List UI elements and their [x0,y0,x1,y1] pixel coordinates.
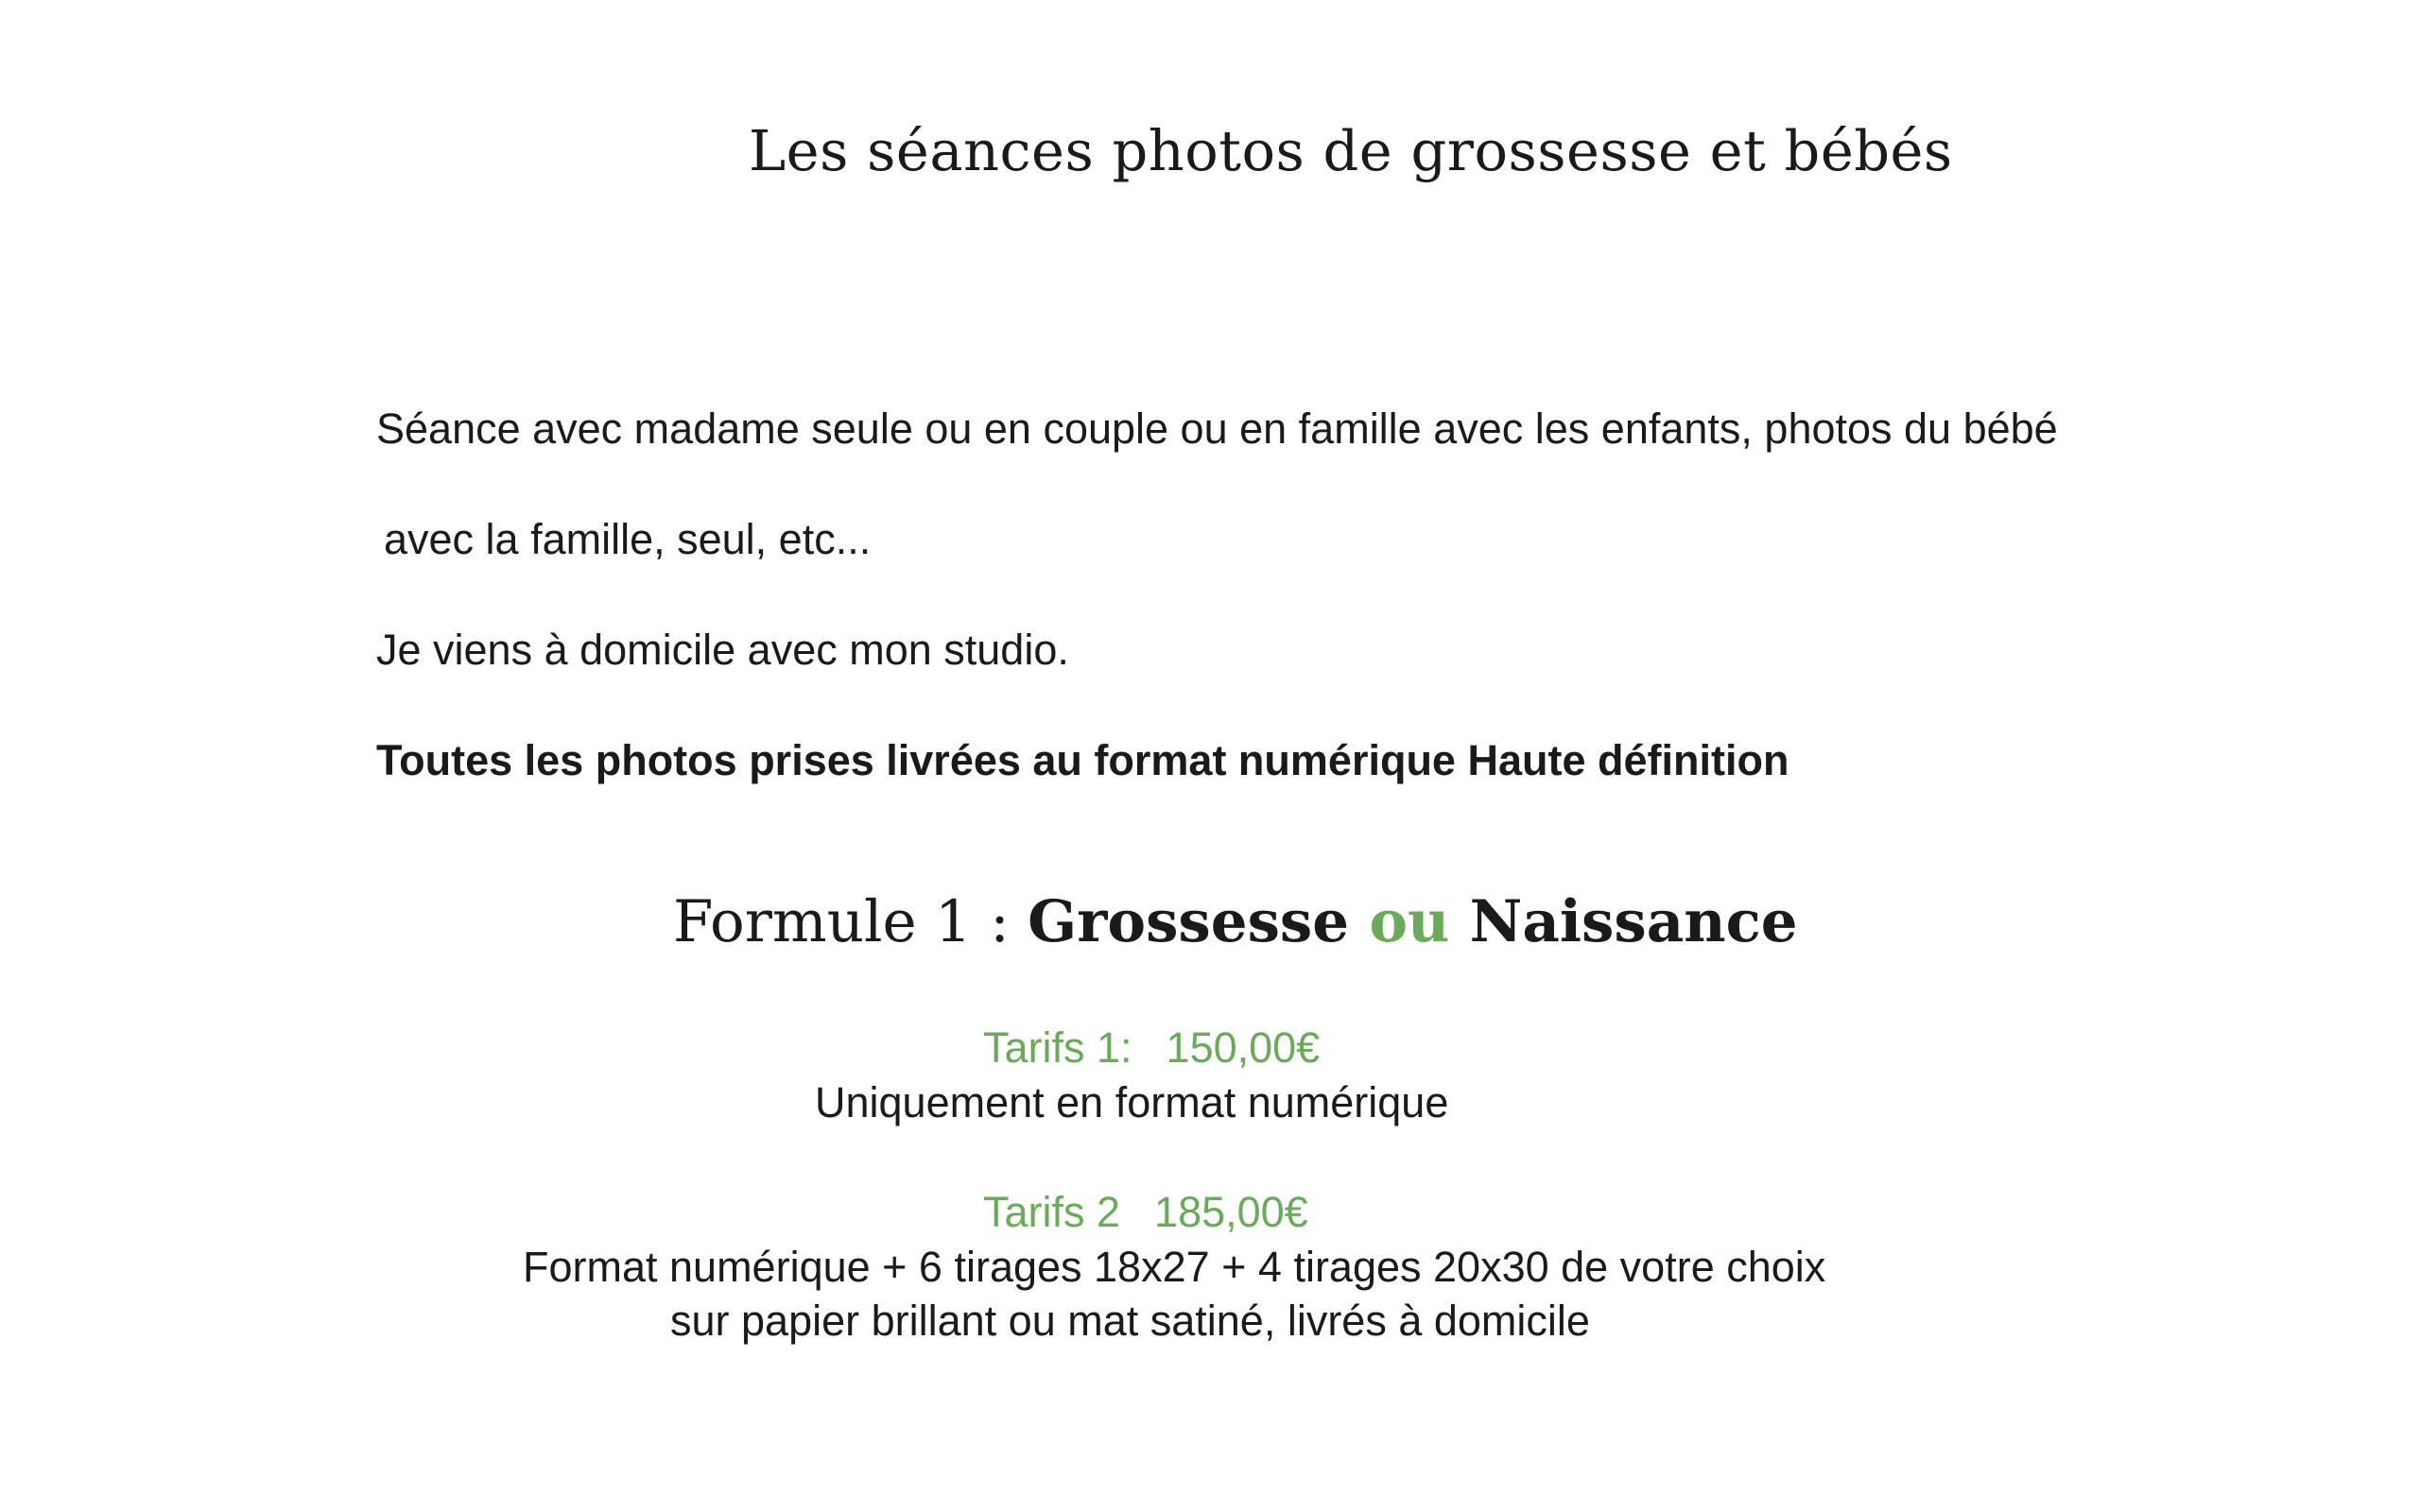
highlight-statement: Toutes les photos prises livrées au format numérique Haute définition [376,736,1789,784]
formula-option-grossesse: Grossesse [1028,888,1350,955]
formula-connector: ou [1349,888,1470,955]
tarif-1-price: 150,00€ [1166,1023,1321,1072]
tarif-1-description: Uniquement en format numérique [815,1078,1449,1126]
tarif-2-description-line: sur papier brillant ou mat satiné, livrés à domicile [670,1297,1590,1345]
intro-paragraph-line: avec la famille, seul, etc... [384,515,872,563]
formula-heading [673,888,1798,955]
intro-paragraph-line: Je viens à domicile avec mon studio. [376,626,1069,674]
formula-option-naissance: Naissance [1469,888,1798,955]
tarif-2-heading [983,1188,1308,1237]
tarif-2-description-line: Format numérique + 6 tirages 18x27 + 4 tirages 20x30 de votre choix [523,1243,1826,1291]
tarif-1-label: Tarifs 1: [983,1023,1132,1072]
intro-paragraph-line: Séance avec madame seule ou en couple ou en famille avec les enfants, photos du bébé [376,404,2058,453]
page-title: Les séances photos de grossesse et bébés [749,117,1953,183]
formula-label: Formule 1 : [673,888,1028,955]
tarif-2-price: 185,00€ [1154,1188,1308,1236]
tarif-2-label: Tarifs 2 [983,1188,1121,1236]
tarif-1-heading [983,1023,1320,1073]
